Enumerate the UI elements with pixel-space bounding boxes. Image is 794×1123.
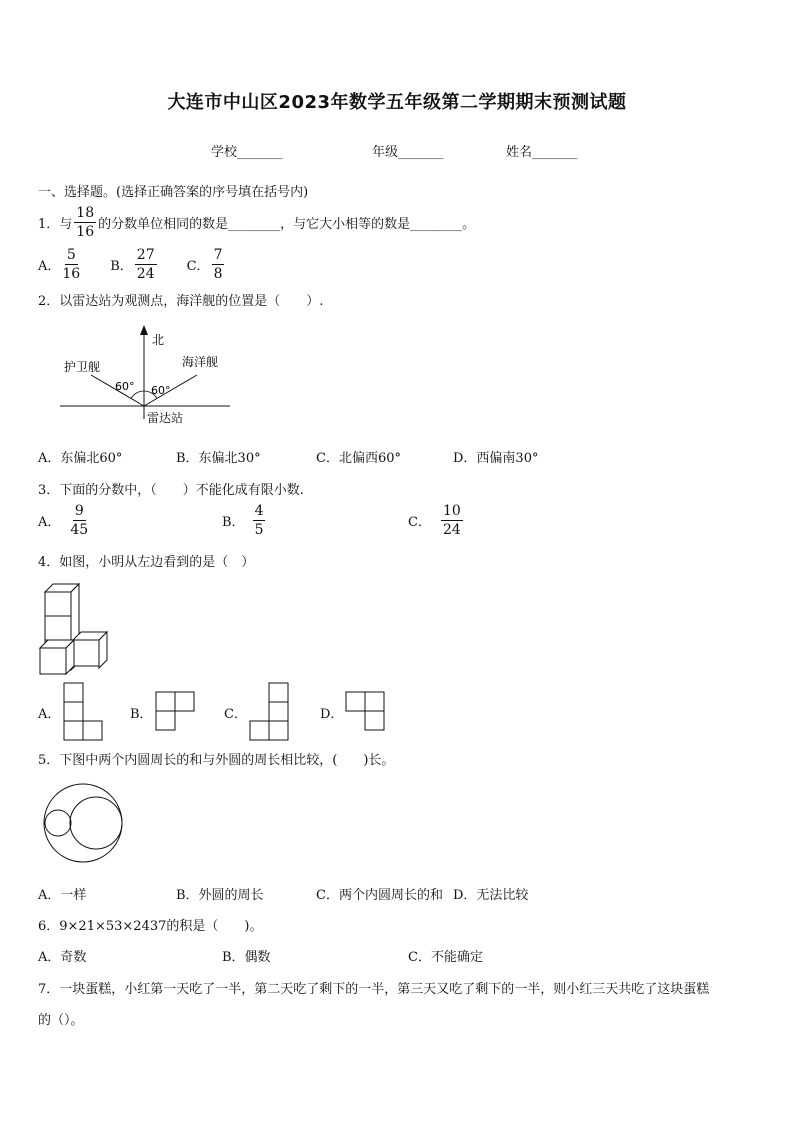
q2-option-b: B．东偏北30°	[176, 451, 261, 466]
numerator: 4	[254, 503, 264, 519]
right-angle-label: 60°	[151, 384, 171, 397]
q4-option-c-figure	[249, 682, 291, 742]
numerator: 18	[76, 205, 95, 221]
q5-option-a: A．一样	[38, 888, 87, 903]
option-label: A．	[38, 515, 61, 530]
question-3: 3．下面的分数中，（ ）不能化成有限小数.	[38, 483, 304, 498]
station-label: 雷达站	[147, 411, 184, 425]
option-a-fraction	[62, 248, 80, 281]
left-ship-label: 护卫舰	[64, 360, 101, 374]
option-label: B．	[222, 515, 245, 530]
option-c-fraction	[212, 248, 225, 281]
denominator: 16	[62, 266, 81, 282]
question-4: 4．如图，小明从左边看到的是（ ）	[38, 555, 255, 570]
cube-stack-figure	[36, 578, 111, 676]
q4-option-b-figure	[155, 691, 197, 733]
denominator: 45	[70, 522, 89, 538]
option-label: B．	[110, 259, 133, 274]
name-field: 姓名_______	[506, 145, 578, 160]
q6-option-b: B．偶数	[222, 950, 271, 965]
page-title: 大连市中山区2023年数学五年级第二学期期末预测试题	[167, 92, 627, 113]
north-arrow-icon	[140, 325, 148, 335]
question-6: 6．9×21×53×2437的积是（ )。	[38, 919, 263, 934]
north-label: 北	[152, 333, 165, 347]
numerator: 27	[136, 247, 155, 263]
q5-option-b: B．外圆的周长	[176, 888, 264, 903]
option-c-fraction	[441, 504, 463, 537]
q1-suffix: 的分数单位相同的数是________，与它大小相等的数是________。	[98, 217, 476, 232]
denominator: 5	[254, 522, 264, 538]
left-angle-label: 60°	[115, 380, 135, 393]
school-field: 学校_______	[211, 145, 283, 160]
q4-option-c-label: C．	[224, 707, 247, 722]
denominator: 16	[76, 224, 95, 240]
q4-option-a-figure	[63, 682, 105, 742]
q5-option-d: D．无法比较	[453, 888, 529, 903]
small-inner-circle	[45, 810, 71, 836]
right-ship-label: 海洋舰	[182, 355, 219, 369]
option-label: A．	[38, 259, 61, 274]
large-inner-circle	[70, 797, 122, 849]
q6-option-c: C．不能确定	[408, 950, 483, 965]
grade-field: 年级_______	[372, 145, 444, 160]
q5-option-c: C．两个内圆周长的和	[316, 888, 443, 903]
question-7-line-2: 的（）。	[38, 1013, 84, 1028]
question-1	[38, 206, 475, 239]
circles-figure	[42, 782, 124, 864]
denominator: 8	[213, 266, 223, 282]
option-b-fraction	[253, 504, 266, 537]
option-a-fraction	[70, 504, 88, 537]
numerator: 7	[213, 247, 223, 263]
q3-option-b	[222, 504, 267, 537]
q4-option-d-label: D．	[320, 707, 344, 722]
outer-circle	[44, 784, 122, 862]
question-7-line-1: 7．一块蛋糕，小红第一天吃了一半，第二天吃了剩下的一半，第三天又吃了剩下的一半，则小红三天共吃了这块蛋糕	[38, 982, 710, 997]
q2-option-c: C．北偏西60°	[316, 451, 401, 466]
question-5: 5．下图中两个内圆周长的和与外圆的周长相比较，( )长。	[38, 753, 395, 768]
q2-option-a: A．东偏北60°	[38, 451, 123, 466]
question-2: 2．以雷达站为观测点，海洋舰的位置是（ ）.	[38, 294, 324, 309]
compass-diagram	[55, 322, 240, 432]
numerator: 10	[442, 503, 461, 519]
numerator: 9	[74, 503, 84, 519]
q4-option-a-label: A．	[38, 707, 61, 722]
section-heading: 一、选择题。(选择正确答案的序号填在括号内)	[38, 185, 309, 200]
q1-fraction	[74, 206, 96, 239]
q6-option-a: A．奇数	[38, 950, 87, 965]
q4-option-b-label: B．	[130, 707, 153, 722]
q4-option-d-figure	[345, 691, 387, 733]
denominator: 24	[442, 522, 461, 538]
q2-option-d: D．西偏南30°	[453, 451, 539, 466]
denominator: 24	[136, 266, 155, 282]
q1-prefix: 1．与	[38, 217, 73, 232]
option-b-fraction	[135, 248, 157, 281]
option-label: C．	[408, 515, 431, 530]
q1-options	[38, 248, 226, 281]
option-label: C．	[186, 259, 210, 274]
q3-option-c	[408, 504, 465, 537]
q3-option-a	[38, 504, 90, 537]
numerator: 5	[66, 247, 76, 263]
